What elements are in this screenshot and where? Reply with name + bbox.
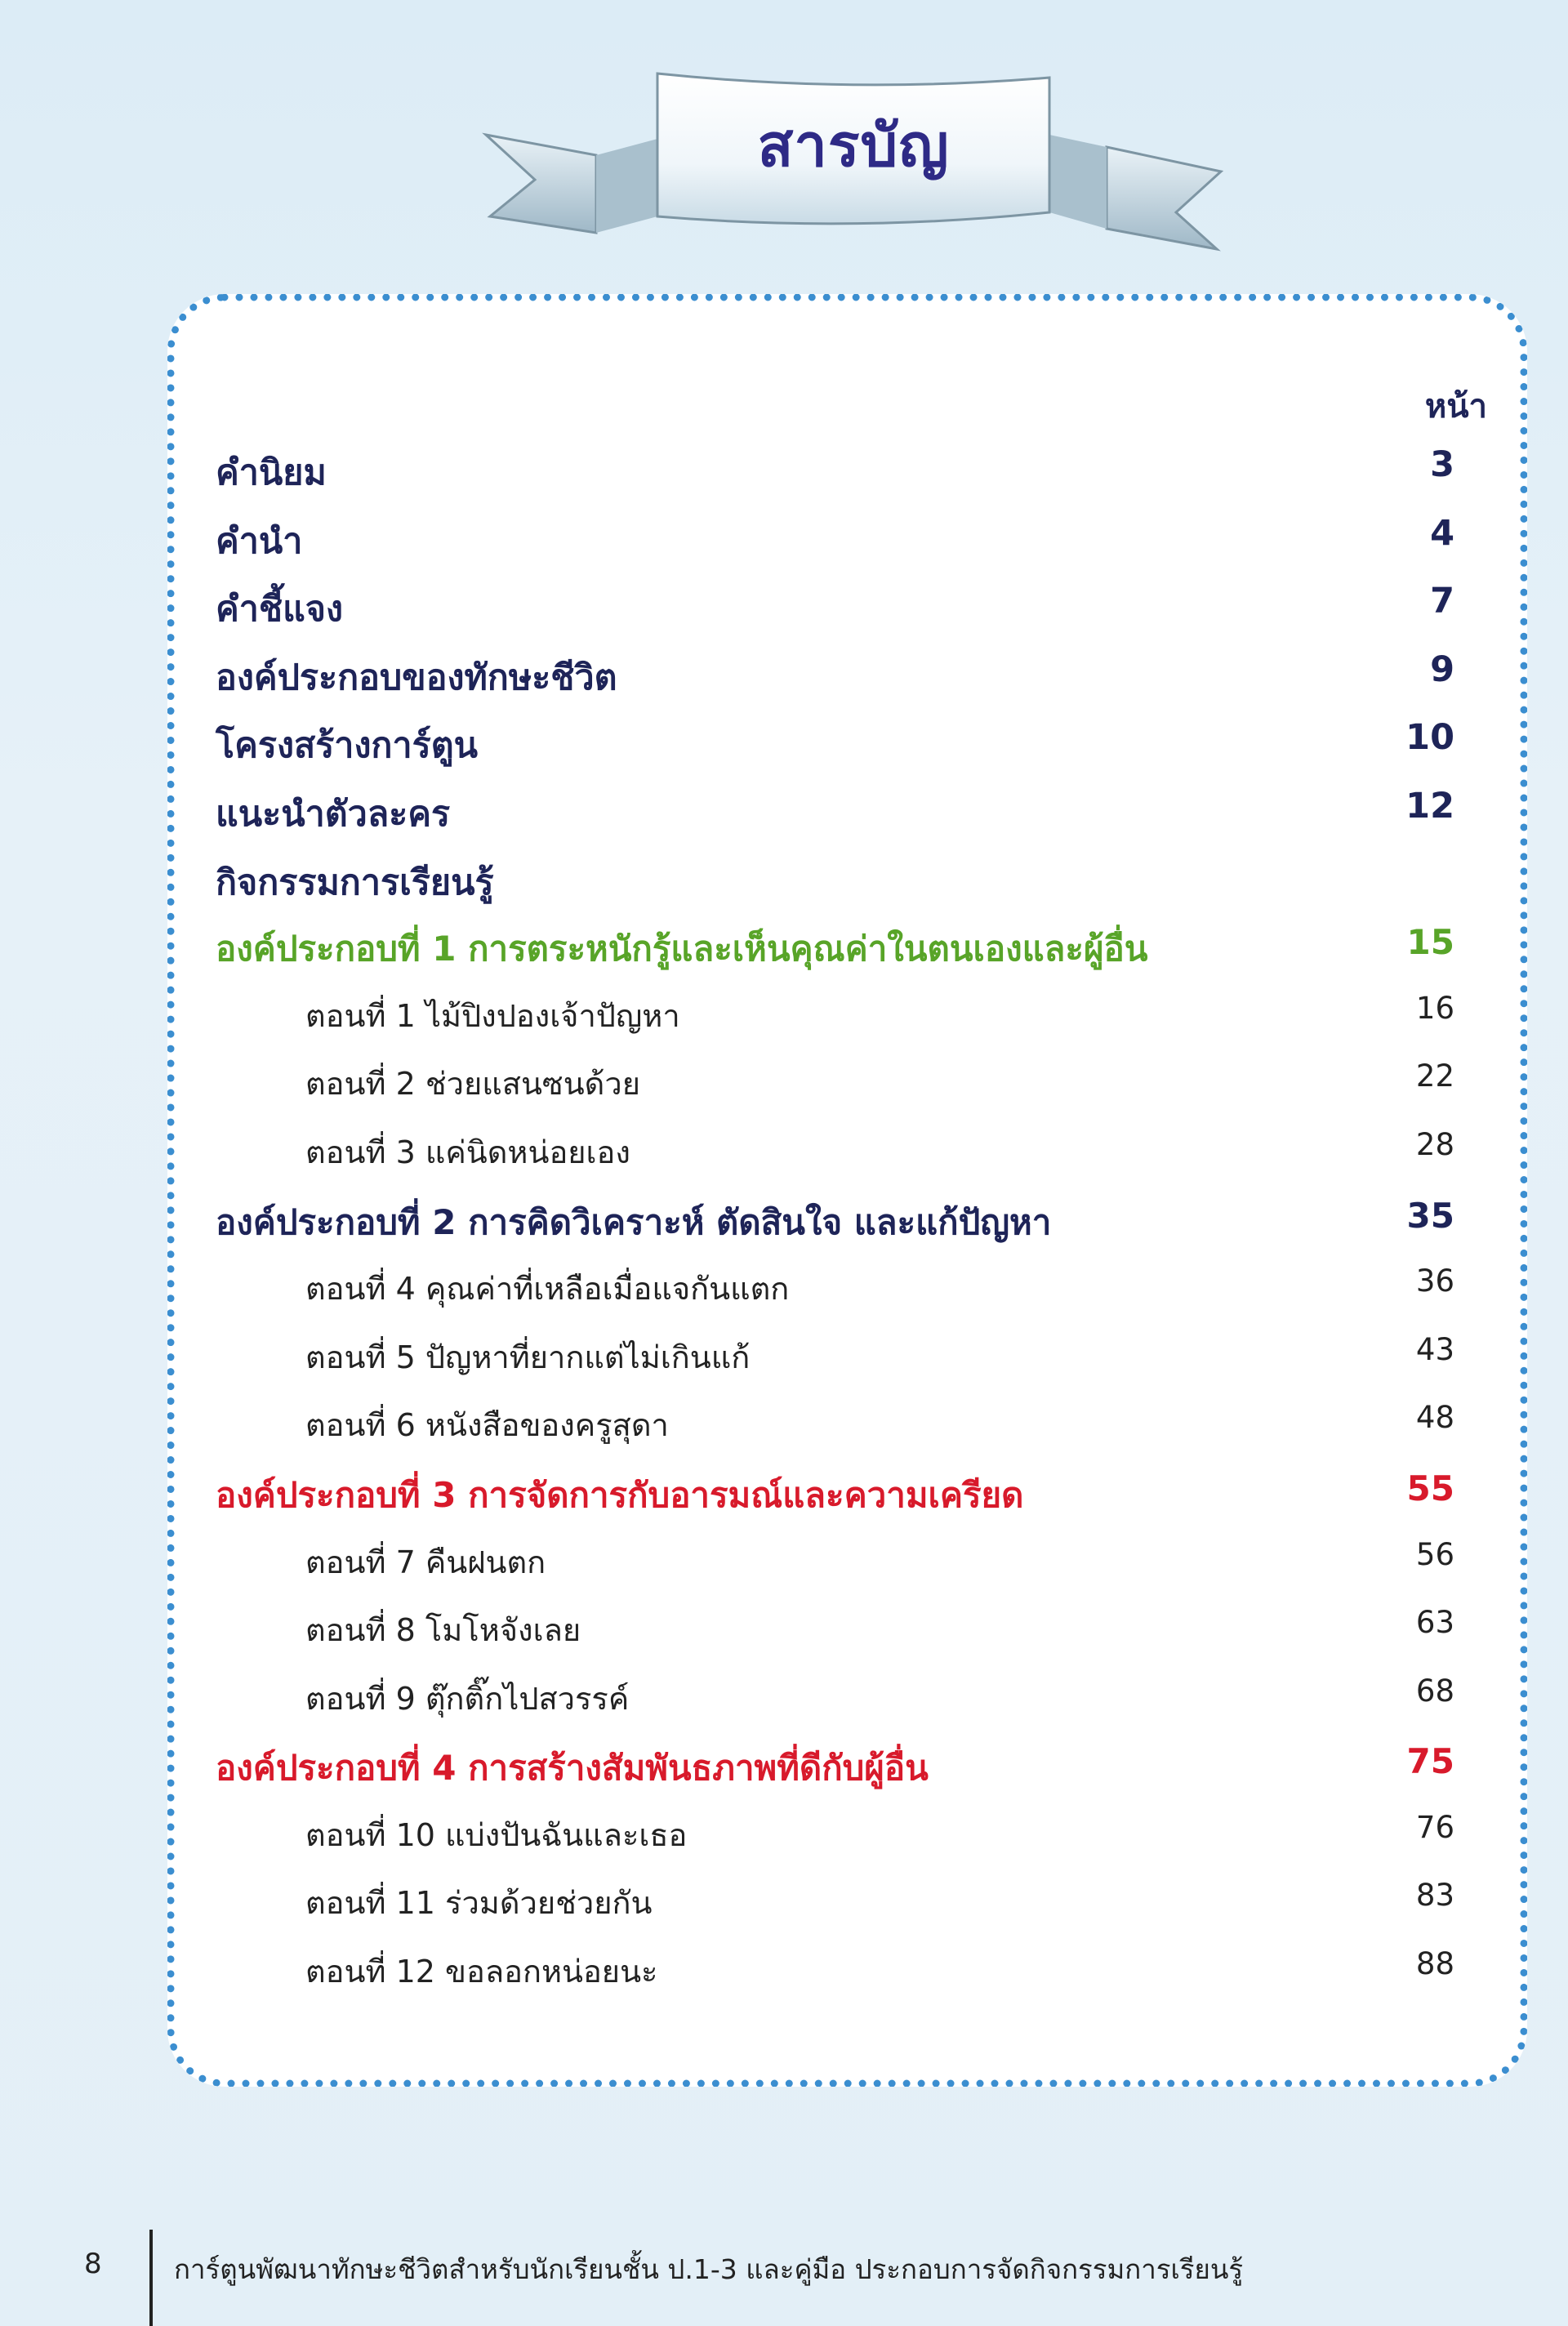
- toc-entry-page: 56: [1415, 1536, 1454, 1572]
- toc-entry-title: แนะนำตัวละคร: [216, 793, 451, 835]
- toc-entry-title: ตอนที่ 4 คุณค่าที่เหลือเมื่อแจกันแตก: [305, 1271, 790, 1308]
- page-column-header: หน้า: [1424, 388, 1487, 426]
- toc-component-row: [216, 922, 1454, 991]
- toc-entry-page: 28: [1415, 1126, 1454, 1162]
- toc-entry-row: [216, 649, 1454, 718]
- toc-entry-page: 63: [1415, 1605, 1454, 1641]
- toc-episode-row: [216, 1263, 1454, 1332]
- toc-entry-title: ตอนที่ 12 ขอลอกหน่อยนะ: [305, 1954, 658, 1990]
- toc-entry-page: 36: [1415, 1263, 1454, 1299]
- footer-page-number: 8: [84, 2248, 102, 2280]
- toc-entry-page: 43: [1415, 1331, 1454, 1367]
- toc-episode-row: [216, 1605, 1454, 1673]
- toc-entry-page: 16: [1415, 990, 1454, 1026]
- toc-entry-title: ตอนที่ 10 แบ่งปันฉันและเธอ: [305, 1816, 688, 1853]
- toc-entry-page: 68: [1415, 1673, 1454, 1709]
- toc-episode-row: [216, 1127, 1454, 1196]
- toc-entry-title: ตอนที่ 1 ไม้ปิงปองเจ้าปัญหา: [305, 997, 680, 1034]
- toc-entry-title: ตอนที่ 3 แค่นิดหน่อยเอง: [305, 1134, 630, 1170]
- toc-episode-row: [216, 1400, 1454, 1468]
- toc-entry-title: ตอนที่ 6 หนังสือของครูสุดา: [305, 1407, 669, 1444]
- footer-divider: [149, 2230, 153, 2326]
- toc-entry-title: องค์ประกอบที่ 4 การสร้างสัมพันธภาพที่ดีกับผู้อื่น: [216, 1748, 929, 1789]
- toc-entry-row: [216, 444, 1454, 513]
- toc-episode-row: [216, 1332, 1454, 1401]
- toc-entry-title: คำนำ: [216, 520, 303, 562]
- toc-component-row: [216, 1468, 1454, 1537]
- toc-entry-row: [216, 513, 1454, 582]
- toc-episode-row: [216, 1946, 1454, 2015]
- ribbon-banner: [474, 57, 1233, 253]
- toc-entry-page: 48: [1415, 1400, 1454, 1436]
- toc-panel: [167, 294, 1527, 2087]
- toc-entry-title: ตอนที่ 9 ตุ๊กติ๊กไปสวรรค์: [305, 1680, 630, 1717]
- toc-entry-page: 12: [1405, 785, 1454, 827]
- toc-episode-row: [216, 1810, 1454, 1878]
- toc-entry-page: 9: [1430, 648, 1454, 690]
- toc-component-row: [216, 1196, 1454, 1264]
- toc-entry-row: [216, 854, 1454, 923]
- toc-entry-page: 10: [1405, 717, 1454, 759]
- toc-entry-title: กิจกรรมการเรียนรู้: [216, 862, 494, 903]
- toc-list: [216, 444, 1454, 2015]
- toc-entry-title: องค์ประกอบที่ 1 การตระหนักรู้และเห็นคุณค่าในตนเองและผู้อื่น: [216, 929, 1148, 969]
- toc-entry-page: 75: [1406, 1741, 1454, 1782]
- toc-episode-row: [216, 1058, 1454, 1127]
- toc-entry-row: [216, 786, 1454, 854]
- toc-entry-title: ตอนที่ 11 ร่วมด้วยช่วยกัน: [305, 1885, 653, 1922]
- toc-entry-page: 55: [1406, 1468, 1454, 1508]
- toc-episode-row: [216, 1878, 1454, 1946]
- toc-entry-page: 15: [1406, 922, 1454, 963]
- toc-entry-page: 83: [1415, 1878, 1454, 1914]
- page-title: สารบัญ: [757, 111, 950, 180]
- toc-entry-title: ตอนที่ 7 คืนฝนตก: [305, 1544, 546, 1580]
- toc-episode-row: [216, 991, 1454, 1059]
- toc-entry-page: 4: [1430, 512, 1454, 554]
- toc-entry-page: 7: [1430, 581, 1454, 622]
- toc-entry-page: 22: [1415, 1058, 1454, 1094]
- toc-entry-title: องค์ประกอบที่ 3 การจัดการกับอารมณ์และความเครียด: [216, 1474, 1024, 1515]
- toc-episode-row: [216, 1673, 1454, 1742]
- toc-entry-page: 88: [1415, 1946, 1454, 1982]
- toc-entry-title: องค์ประกอบของทักษะชีวิต: [216, 657, 617, 698]
- toc-entry-title: องค์ประกอบที่ 2 การคิดวิเคราะห์ ตัดสินใจ และแก้ปัญหา: [216, 1201, 1052, 1242]
- toc-entry-page: 3: [1430, 444, 1454, 485]
- toc-entry-page: 76: [1415, 1809, 1454, 1845]
- toc-entry-title: คำชี้แจง: [216, 589, 344, 631]
- toc-entry-title: ตอนที่ 8 โมโหจังเลย: [305, 1612, 581, 1649]
- toc-entry-row: [216, 717, 1454, 786]
- toc-entry-title: โครงสร้างการ์ตูน: [216, 725, 479, 767]
- toc-entry-row: [216, 581, 1454, 649]
- toc-component-row: [216, 1741, 1454, 1810]
- toc-entry-page: 35: [1406, 1195, 1454, 1236]
- toc-episode-row: [216, 1537, 1454, 1606]
- footer-book-title: การ์ตูนพัฒนาทักษะชีวิตสำหรับนักเรียนชั้น ป.1-3 และคู่มือ ประกอบการจัดกิจกรรมการเรียนรู้: [174, 2253, 1244, 2285]
- toc-entry-title: ตอนที่ 5 ปัญหาที่ยากแต่ไม่เกินแก้: [305, 1339, 751, 1375]
- toc-entry-title: คำนิยม: [216, 452, 327, 493]
- toc-entry-title: ตอนที่ 2 ช่วยแสนซนด้วย: [305, 1066, 640, 1103]
